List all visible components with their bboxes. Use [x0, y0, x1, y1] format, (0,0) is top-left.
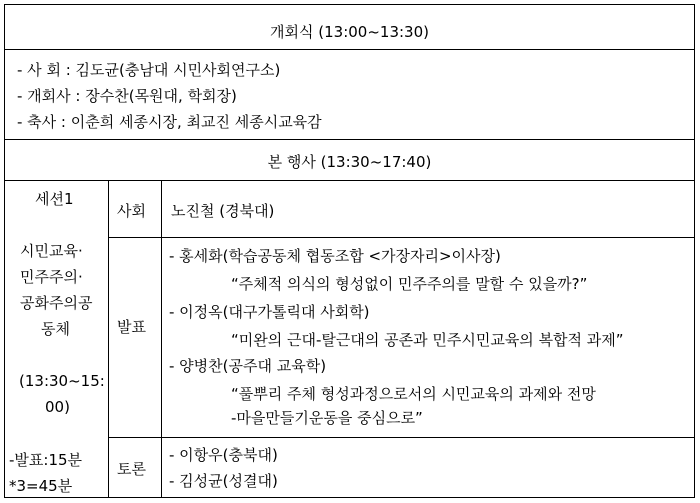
presenter-1: - 홍세화(학습공동체 협동조합 <가장자리>이사장): [169, 247, 501, 265]
discussant-1: - 이항우(충북대): [169, 446, 278, 464]
column-divider: [108, 180, 109, 498]
divider: [5, 49, 694, 50]
presenter-2: - 이정옥(대구가톨릭대 사회학): [169, 303, 370, 321]
session-topic-line: 공화주의공: [20, 294, 93, 312]
session-time-line: (13:30~15:: [19, 372, 105, 390]
opening-line-congrats: - 축사 : 이춘희 세종시장, 최교진 세종시교육감: [17, 113, 322, 131]
session-time-line: 00): [45, 398, 70, 416]
session-note: -발표:15분: [9, 451, 83, 469]
presentation-title-2: “미완의 근대-탈근대의 공존과 민주시민교육의 복합적 과제”: [231, 331, 624, 349]
session-note: *3=45분: [9, 477, 73, 495]
chair-label: 사회: [117, 202, 146, 220]
session-name: 세션1: [35, 190, 74, 208]
divider: [5, 139, 694, 140]
chair-value: 노진철 (경북대): [171, 202, 275, 220]
divider: [108, 437, 694, 438]
session-topic-line: 동체: [41, 320, 70, 338]
main-title: 본 행사 (13:30~17:40): [267, 153, 432, 171]
program-table: [4, 4, 695, 498]
presenter-3: - 양병찬(공주대 교육학): [169, 357, 327, 375]
presentation-title-3-sub: -마을만들기운동을 중심으로”: [231, 409, 423, 427]
presentation-label: 발표: [117, 318, 146, 336]
presentation-title-3: “풀뿌리 주체 형성과정으로서의 시민교육의 과제와 전망: [231, 385, 596, 403]
opening-line-address: - 개회사 : 장수찬(목원대, 학회장): [17, 87, 237, 105]
discussant-2: - 김성균(성결대): [169, 472, 278, 490]
discussion-label: 토론: [117, 460, 146, 478]
session-topic-line: 시민교육·: [20, 242, 83, 260]
column-divider: [161, 180, 162, 498]
divider: [108, 237, 694, 238]
session-topic-line: 민주주의·: [20, 268, 83, 286]
opening-line-chair: - 사 회 : 김도균(충남대 시민사회연구소): [17, 61, 281, 79]
opening-title: 개회식 (13:00~13:30): [270, 23, 429, 41]
presentation-title-1: “주체적 의식의 형성없이 민주주의를 말할 수 있을까?”: [231, 275, 588, 293]
